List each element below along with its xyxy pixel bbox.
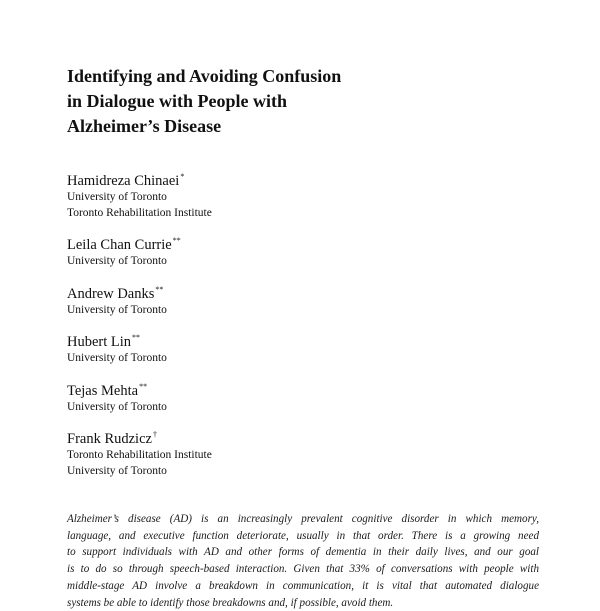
- author-block: [67, 168, 527, 221]
- author-affiliation: Toronto Rehabilitation Institute: [67, 206, 212, 219]
- abstract-line: language, and executive function deteriorate, usually in that order. There is a growing need: [67, 529, 539, 542]
- author-block: [67, 426, 527, 479]
- abstract: [67, 511, 539, 609]
- author-affiliation: University of Toronto: [67, 464, 167, 477]
- author-affiliation: University of Toronto: [67, 400, 167, 413]
- paper-title: [67, 64, 507, 139]
- author-footnote-mark: †: [152, 430, 157, 439]
- abstract-line: to support individuals with AD and other forms of dementia in their daily lives, and our goal: [67, 546, 539, 559]
- author-affiliation: University of Toronto: [67, 255, 167, 267]
- abstract-line: systems be able to identify those breakdowns and, if possible, avoid them.: [67, 596, 394, 609]
- author-affiliation: University of Toronto: [67, 303, 167, 316]
- author-name: Leila Chan Currie**: [67, 236, 181, 253]
- author-name: Hubert Lin**: [67, 333, 141, 350]
- author-name: Frank Rudzicz†: [67, 430, 157, 447]
- author-name: Hamidreza Chinaei*: [67, 172, 185, 189]
- author-block: [67, 281, 527, 319]
- author-affiliation: University of Toronto: [67, 191, 167, 203]
- author-footnote-mark: **: [155, 284, 164, 294]
- abstract-line: middle-stage AD involve a breakdown in communication, it is vital that automated dialogue: [67, 579, 539, 592]
- title-line: Alzheimer’s Disease: [67, 116, 222, 136]
- abstract-line: is to do so through speech-based interaction. Given that 33% of conversations with people with: [67, 563, 539, 576]
- author-footnote-mark: **: [132, 333, 141, 342]
- author-block: [67, 378, 527, 416]
- author-list: [67, 168, 527, 479]
- author-block: [67, 232, 527, 270]
- author-affiliation: University of Toronto: [67, 352, 167, 364]
- author-footnote-mark: **: [139, 381, 148, 391]
- title-line: Identifying and Avoiding Confusion: [67, 66, 342, 86]
- author-block: [67, 329, 527, 367]
- author-name: Andrew Danks**: [67, 284, 164, 302]
- author-footnote-mark: **: [172, 236, 181, 245]
- author-affiliation: Toronto Rehabilitation Institute: [67, 449, 212, 461]
- author-name: Tejas Mehta**: [67, 381, 148, 399]
- author-footnote-mark: *: [180, 172, 185, 181]
- title-line: in Dialogue with People with: [67, 91, 288, 111]
- abstract-line: Alzheimer’s disease (AD) is an increasingly prevalent cognitive disorder in which memory,: [67, 513, 539, 525]
